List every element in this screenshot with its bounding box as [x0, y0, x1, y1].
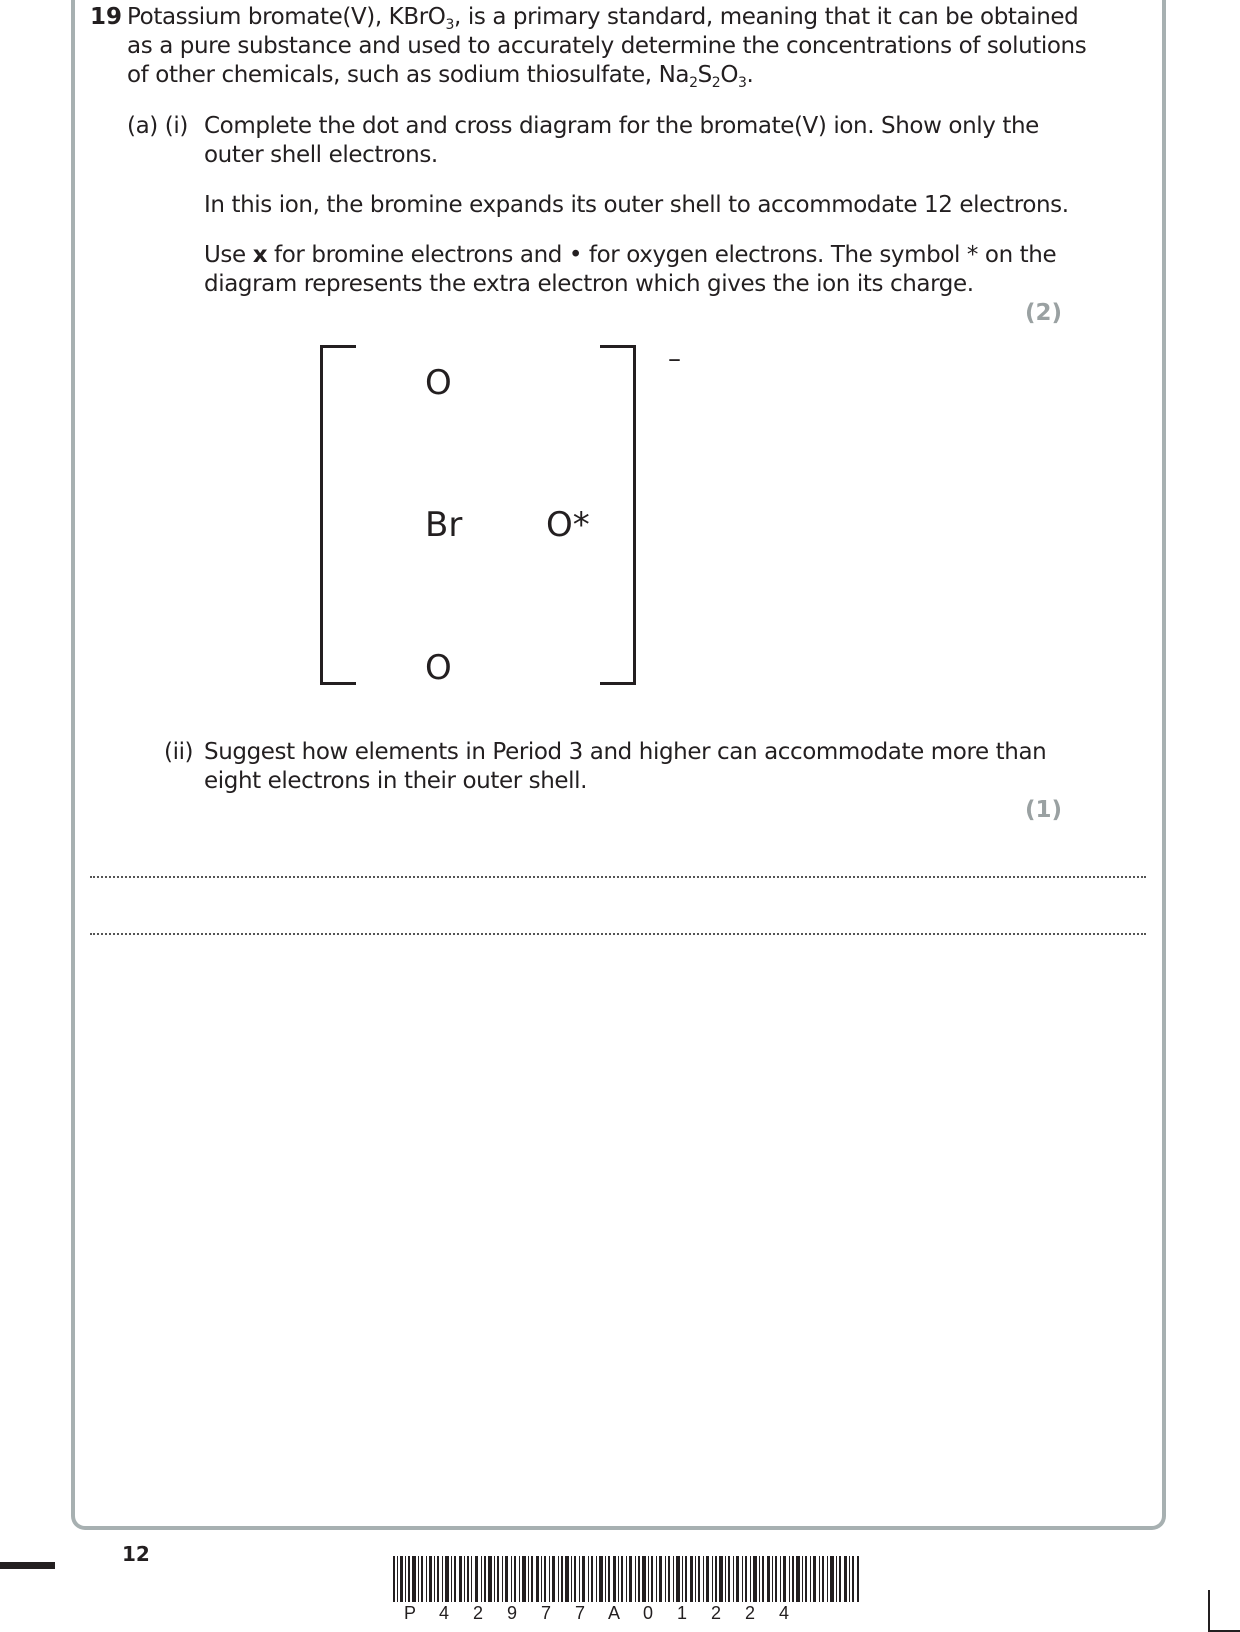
barcode-digit: 2 — [472, 1603, 483, 1623]
barcode-digit: 4 — [778, 1603, 789, 1623]
barcode-digit: 9 — [506, 1603, 517, 1623]
barcode — [393, 1556, 861, 1602]
right-bracket — [600, 345, 636, 685]
margin-marker — [0, 1562, 55, 1569]
barcode-digit: A — [607, 1603, 620, 1623]
part-a-i-line-1: Complete the dot and cross diagram for the bromate(V) ion. Show only the — [204, 113, 1039, 139]
part-a-ii-label: (ii) — [164, 739, 194, 765]
part-a-ii-line-2: eight electrons in their outer shell. — [204, 768, 588, 794]
barcode-digit: 1 — [676, 1603, 687, 1623]
barcode-digit: 2 — [710, 1603, 721, 1623]
barcode-number — [393, 1603, 833, 1624]
question-number: 19 — [90, 4, 123, 30]
barcode-digit: P — [403, 1603, 416, 1623]
answer-line-2[interactable] — [90, 933, 1146, 935]
oxygen-bottom-atom: O — [425, 648, 452, 688]
page-number: 12 — [122, 1542, 150, 1566]
oxygen-right-atom: O* — [546, 505, 590, 545]
part-a-ii-line-1: Suggest how elements in Period 3 and higher can accommodate more than — [204, 739, 1047, 765]
marks-a-i: (2) — [1024, 300, 1062, 326]
corner-crop-mark — [1208, 1590, 1240, 1632]
marks-a-ii: (1) — [1024, 797, 1062, 823]
answer-line-1[interactable] — [90, 876, 1146, 878]
part-a-i-line-2: outer shell electrons. — [204, 142, 438, 168]
oxygen-top-atom: O — [425, 363, 452, 403]
intro-line-3: of other chemicals, such as sodium thiosulfate, $Na_2S_2O_3$. — [127, 62, 754, 91]
barcode-digit: 7 — [574, 1603, 585, 1623]
ion-charge: – — [668, 344, 681, 374]
barcode-digit: 4 — [438, 1603, 449, 1623]
intro-line-1: Potassium bromate(V), KBrO$_3$, is a primary standard, meaning that it can be obtained — [127, 4, 1079, 33]
intro-line-2: as a pure substance and used to accurately determine the concentrations of solutions — [127, 33, 1087, 59]
part-a-i-paragraph-2: In this ion, the bromine expands its outer shell to accommodate 12 electrons. — [204, 192, 1069, 218]
barcode-digit: 2 — [744, 1603, 755, 1623]
barcode-digit: 7 — [540, 1603, 551, 1623]
dot-cross-diagram[interactable] — [320, 345, 660, 690]
part-a-i-label: (a) (i) — [127, 113, 188, 139]
part-a-i-paragraph-3: Use x for bromine electrons and • for oxygen electrons. The symbol * on the — [204, 242, 1057, 268]
left-bracket — [320, 345, 356, 685]
part-a-i-paragraph-3-line-2: diagram represents the extra electron which gives the ion its charge. — [204, 271, 974, 297]
barcode-digit: 0 — [642, 1603, 653, 1623]
bromine-atom: Br — [425, 505, 463, 545]
